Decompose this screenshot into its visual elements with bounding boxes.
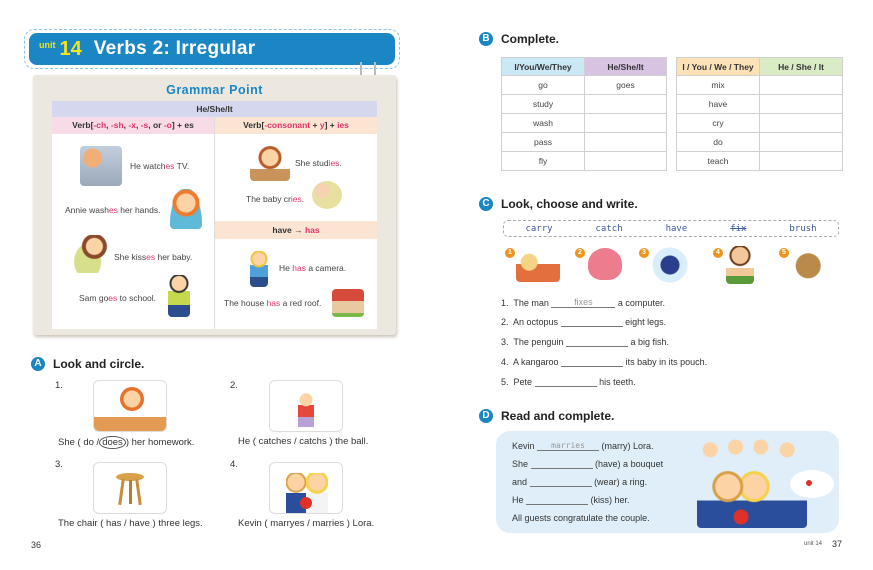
text-segment: to school. bbox=[117, 293, 157, 303]
base-verb: cry bbox=[677, 114, 760, 133]
word-bank bbox=[503, 220, 839, 237]
text-segment: its baby in its pouch. bbox=[625, 357, 708, 367]
highlighted-ending: es bbox=[108, 205, 118, 215]
house-illustration bbox=[332, 289, 364, 317]
base-verb: pass bbox=[502, 133, 585, 152]
rule-text: ] + bbox=[324, 120, 338, 130]
crying-baby-illustration bbox=[312, 181, 342, 209]
rule-text: Verb[ bbox=[243, 120, 265, 130]
answer-cell[interactable] bbox=[585, 95, 667, 114]
section-d-title: Read and complete. bbox=[501, 409, 615, 423]
text-segment: Kevin bbox=[512, 441, 535, 451]
column-header: He/She/It bbox=[585, 58, 667, 76]
text-segment: She stud bbox=[295, 158, 329, 168]
rule-ending: -s bbox=[140, 120, 149, 130]
text-segment: The baby cr bbox=[246, 194, 291, 204]
base-verb: have bbox=[677, 95, 760, 114]
grammar-table bbox=[52, 101, 377, 329]
word-option[interactable]: catch bbox=[595, 223, 623, 234]
man-computer-picture bbox=[516, 246, 560, 282]
column-header: I / You / We / They bbox=[677, 58, 760, 76]
column-header: He / She / It bbox=[760, 58, 843, 76]
answer-cell[interactable] bbox=[760, 133, 843, 152]
section-b-header bbox=[479, 32, 559, 46]
answer-cell[interactable] bbox=[760, 95, 843, 114]
rule-ending: -ch bbox=[93, 120, 107, 130]
rule-text: + bbox=[310, 120, 320, 130]
rule-text: , or bbox=[148, 120, 164, 130]
highlighted-ending: ies bbox=[290, 194, 302, 204]
rule-ending: -consonant bbox=[264, 120, 311, 130]
text-segment: The house bbox=[224, 298, 267, 308]
item-number: 4. bbox=[230, 459, 238, 470]
text-segment: She bbox=[512, 459, 529, 469]
example-sentence bbox=[279, 263, 346, 273]
grammar-header: He/She/It bbox=[52, 101, 377, 117]
unit-banner bbox=[29, 33, 395, 65]
rule-ies bbox=[215, 117, 377, 134]
reading-line: All guests congratulate the couple. bbox=[512, 513, 650, 523]
text-segment: her baby. bbox=[155, 252, 193, 262]
highlighted-ending: es bbox=[108, 293, 118, 303]
base-verb: study bbox=[502, 95, 585, 114]
example-sentence bbox=[79, 293, 156, 303]
section-c-badge: C bbox=[479, 197, 493, 211]
section-b-title: Complete. bbox=[501, 32, 560, 46]
section-d-badge: D bbox=[479, 409, 493, 423]
answer-blank[interactable] bbox=[531, 459, 593, 469]
highlighted-ending: es bbox=[165, 161, 175, 171]
rule-ending: y bbox=[319, 120, 325, 130]
exercise-sentence[interactable]: The chair ( has / have ) three legs. bbox=[58, 518, 203, 529]
mother-baby-illustration bbox=[74, 235, 108, 273]
exercise-sentence bbox=[58, 436, 194, 449]
section-b-badge: B bbox=[479, 32, 493, 46]
answer-cell[interactable] bbox=[585, 133, 667, 152]
text-segment: (kiss) her. bbox=[590, 495, 630, 505]
text-segment: He bbox=[512, 495, 524, 505]
text-segment: eight legs. bbox=[625, 317, 667, 327]
penguin-picture bbox=[652, 246, 692, 284]
picture-number: 5 bbox=[779, 248, 789, 258]
picture-number: 3 bbox=[639, 248, 649, 258]
word-option[interactable]: brush bbox=[789, 223, 817, 234]
answer-cell[interactable] bbox=[585, 114, 667, 133]
section-d-header bbox=[479, 409, 614, 423]
verb-table-1 bbox=[501, 57, 667, 171]
rule-text: , bbox=[106, 120, 111, 130]
text-segment: He watch bbox=[130, 161, 166, 171]
reading-line bbox=[512, 441, 654, 451]
rule-have bbox=[215, 221, 377, 239]
boy-camera-illustration bbox=[250, 251, 268, 287]
rule-ending: ies bbox=[337, 120, 349, 130]
example-sentence bbox=[114, 252, 192, 262]
base-verb: teach bbox=[677, 152, 760, 171]
rule-ending: -sh bbox=[110, 120, 124, 130]
example-sentence bbox=[295, 158, 342, 168]
picture-number: 4 bbox=[713, 248, 723, 258]
couple-kiss-picture bbox=[269, 462, 343, 514]
text-segment: A kangaroo bbox=[513, 357, 559, 367]
answer-cell[interactable]: goes bbox=[585, 76, 667, 95]
exercise-sentence bbox=[501, 377, 636, 387]
column-header: I/You/We/They bbox=[502, 58, 585, 76]
highlighted-ending: has bbox=[266, 298, 281, 308]
base-verb: wash bbox=[502, 114, 585, 133]
exercise-sentence bbox=[501, 297, 665, 308]
rule-text: , bbox=[135, 120, 141, 130]
highlighted-ending: es bbox=[146, 252, 156, 262]
text-segment: . bbox=[339, 158, 342, 168]
item-number: 3. bbox=[55, 459, 63, 470]
reading-line bbox=[512, 495, 630, 505]
answer-blank[interactable]: marries bbox=[537, 441, 599, 451]
text-segment: her hands. bbox=[117, 205, 161, 215]
unit-number: 14 bbox=[59, 37, 82, 60]
item-number: 2. bbox=[230, 380, 238, 391]
section-a-header bbox=[31, 357, 144, 371]
picture-number: 1 bbox=[505, 248, 515, 258]
sentence-text: ) her homework. bbox=[125, 437, 195, 448]
rule-es bbox=[52, 117, 214, 134]
picture-number: 2 bbox=[575, 248, 585, 258]
answer-cell[interactable] bbox=[760, 114, 843, 133]
text-segment: TV. bbox=[174, 161, 190, 171]
text-segment: Sam go bbox=[79, 293, 109, 303]
highlighted-ending: has bbox=[292, 263, 306, 273]
text-segment: and bbox=[512, 477, 528, 487]
girl-homework-picture bbox=[93, 380, 167, 432]
girl-washing-illustration bbox=[170, 189, 202, 229]
page-number-right: 37 bbox=[832, 539, 843, 549]
text-segment: . bbox=[301, 194, 305, 204]
word-option[interactable]: carry bbox=[525, 223, 553, 234]
rule-ending: -x bbox=[128, 120, 136, 130]
unit-label: unit bbox=[39, 40, 56, 50]
answer-blank[interactable] bbox=[535, 377, 597, 387]
text-segment: a big fish. bbox=[630, 337, 669, 347]
text-segment: 4. bbox=[501, 357, 509, 367]
rule-text: Verb[ bbox=[72, 120, 94, 130]
verb-table-2 bbox=[676, 57, 843, 171]
answer-cell[interactable] bbox=[760, 152, 843, 171]
section-c-title: Look, choose and write. bbox=[501, 197, 638, 211]
text-segment: a camera. bbox=[305, 263, 347, 273]
circled-answer[interactable]: does bbox=[99, 436, 126, 449]
reading-line bbox=[512, 477, 647, 487]
exercise-sentence bbox=[501, 317, 666, 327]
footer-unit: unit 14 bbox=[804, 541, 823, 547]
example-sentence bbox=[224, 298, 321, 308]
text-segment: a red roof. bbox=[280, 298, 322, 308]
text-segment: Pete bbox=[513, 377, 533, 387]
text-segment: An octopus bbox=[513, 317, 559, 327]
girl-studying-illustration bbox=[250, 145, 290, 181]
text-segment: 1. bbox=[501, 298, 509, 308]
text-segment: 5. bbox=[501, 377, 509, 387]
text-segment: (have) a bouquet bbox=[595, 459, 664, 469]
answer-blank[interactable] bbox=[530, 477, 592, 487]
word-option[interactable]: have bbox=[665, 223, 688, 234]
boy-ball-picture bbox=[269, 380, 343, 432]
text-segment: 3. bbox=[501, 337, 509, 347]
rule-text: , bbox=[123, 120, 129, 130]
answer-blank[interactable] bbox=[566, 337, 628, 347]
stool-picture bbox=[93, 462, 167, 514]
section-c-header bbox=[479, 197, 638, 211]
base-verb: go bbox=[502, 76, 585, 95]
example-sentence bbox=[246, 194, 304, 204]
rule-ending: -o bbox=[163, 120, 172, 130]
boy-brushing-picture bbox=[726, 246, 754, 284]
exercise-sentence[interactable]: He ( catches / catchs ) the ball. bbox=[238, 436, 369, 447]
base-verb: fly bbox=[502, 152, 585, 171]
rule-ending: has bbox=[304, 225, 320, 235]
sentence-text: She ( do / bbox=[58, 437, 100, 448]
exercise-sentence[interactable]: Kevin ( marryes / marries ) Lora. bbox=[238, 518, 375, 529]
highlighted-ending: ies bbox=[328, 158, 340, 168]
text-segment: a computer. bbox=[617, 298, 665, 308]
exercise-sentence bbox=[501, 337, 669, 347]
text-segment: The man bbox=[513, 298, 549, 308]
boy-tv-illustration bbox=[80, 146, 122, 186]
text-segment: his teeth. bbox=[599, 377, 636, 387]
text-segment: He bbox=[279, 263, 293, 273]
grammar-point-title: Grammar Point bbox=[166, 83, 263, 97]
base-verb: mix bbox=[677, 76, 760, 95]
item-number: 1. bbox=[55, 380, 63, 391]
text-segment: (wear) a ring. bbox=[594, 477, 648, 487]
boy-school-illustration bbox=[168, 275, 190, 317]
exercise-sentence bbox=[501, 357, 707, 367]
example-sentence bbox=[130, 161, 189, 171]
word-option-used[interactable]: fix bbox=[730, 223, 747, 234]
answer-cell[interactable] bbox=[760, 76, 843, 95]
kangaroo-picture bbox=[792, 246, 828, 282]
answer-cell[interactable] bbox=[585, 152, 667, 171]
example-sentence bbox=[65, 205, 160, 215]
answer-blank[interactable]: fixes bbox=[551, 297, 615, 308]
base-verb: do bbox=[677, 133, 760, 152]
text-segment: (marry) Lora. bbox=[601, 441, 654, 451]
text-segment: Annie wash bbox=[65, 205, 109, 215]
page-number-left: 36 bbox=[31, 540, 42, 550]
answer-blank[interactable] bbox=[561, 357, 623, 367]
rule-text: have → bbox=[272, 225, 305, 235]
ring-hand-illustration bbox=[790, 470, 834, 498]
text-segment: She kiss bbox=[114, 252, 147, 262]
reading-line bbox=[512, 459, 663, 469]
octopus-picture bbox=[588, 248, 622, 280]
text-segment: 2. bbox=[501, 317, 509, 327]
answer-blank[interactable] bbox=[561, 317, 623, 327]
section-a-title: Look and circle. bbox=[53, 357, 145, 371]
section-a-badge: A bbox=[31, 357, 45, 371]
page-title: Verbs 2: Irregular bbox=[93, 38, 256, 59]
rule-text: ] + es bbox=[171, 120, 194, 130]
text-segment: The penguin bbox=[513, 337, 564, 347]
answer-blank[interactable] bbox=[526, 495, 588, 505]
